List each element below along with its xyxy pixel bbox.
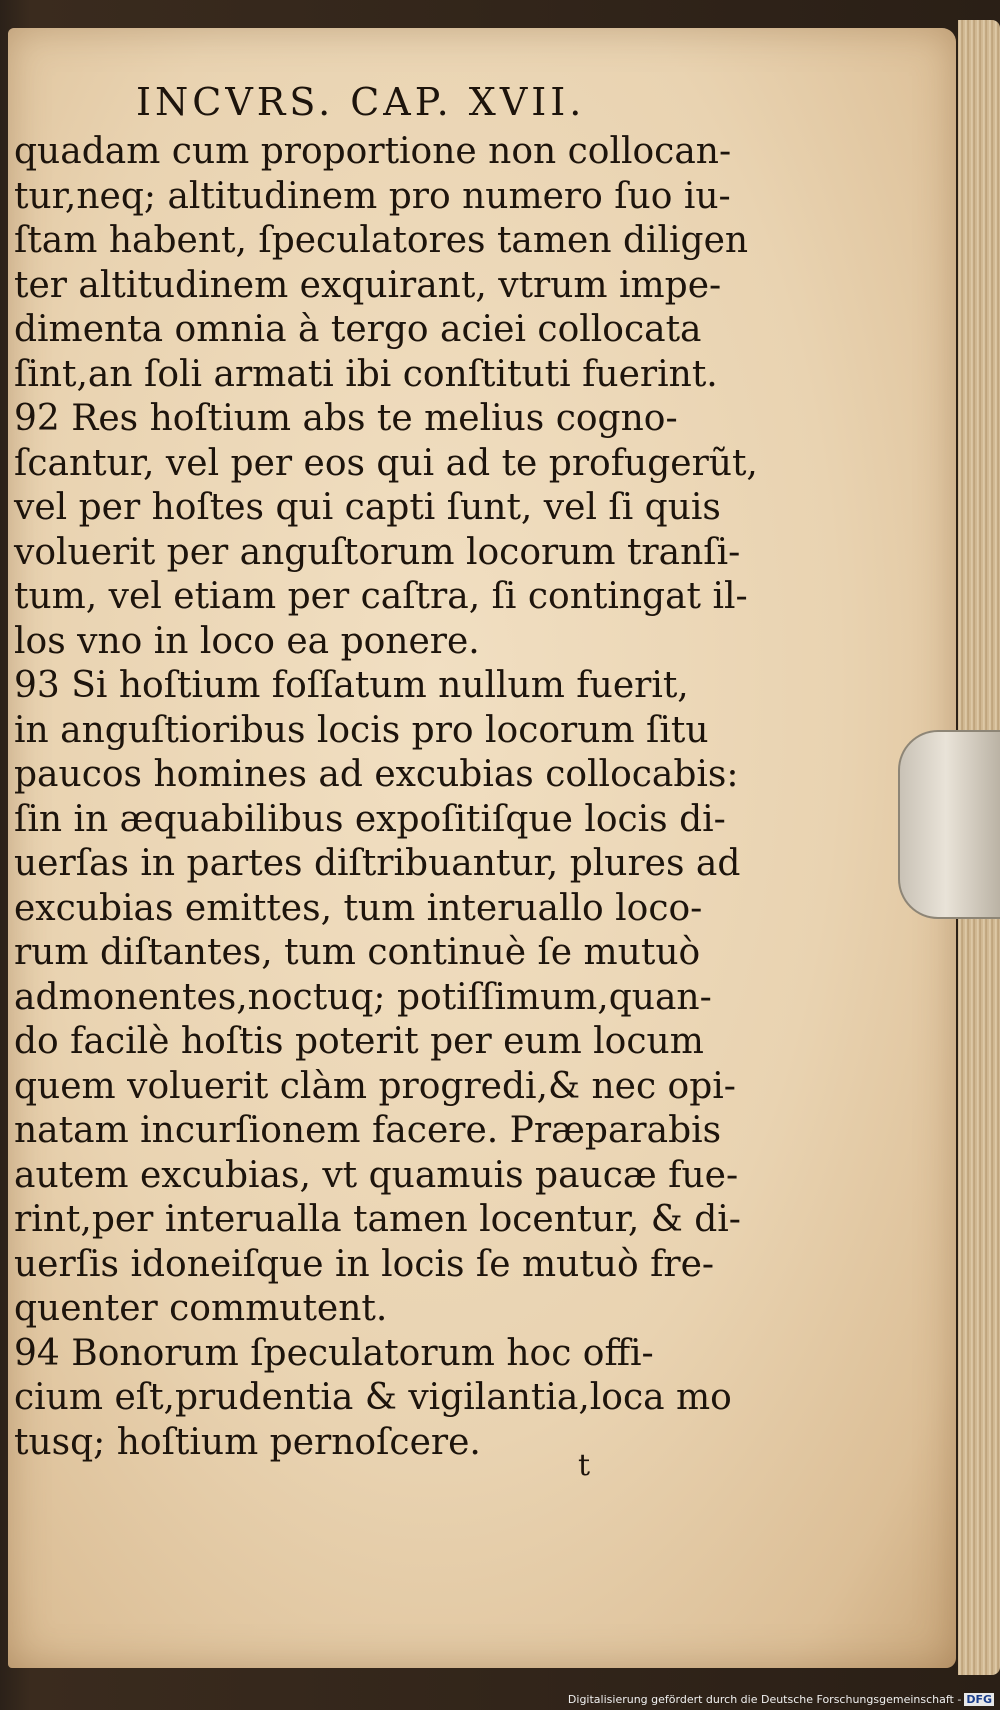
text-line: ter altitudinem exquirant, vtrum impe- — [14, 264, 722, 306]
text-line: quadam cum proportione non collocan- — [14, 131, 732, 172]
text-line: natam incurſionem facere. Præparabis — [14, 1110, 722, 1151]
text-line: tum, vel etiam per caſtra, ſi contingat il- — [14, 576, 748, 617]
dfg-logo: DFG — [966, 1693, 992, 1706]
text-line: quenter commutent. — [14, 1288, 388, 1329]
text-line: 94 Bonorum ſpeculatorum hoc offi- — [14, 1332, 654, 1374]
credit-text: Digitalisierung gefördert durch die Deutsche Forschungsgemeinschaft - — [567, 1693, 962, 1706]
text-line: quem voluerit clàm progredi,& nec opi- — [14, 1065, 736, 1107]
text-line: autem excubias, vt quamuis paucæ fue- — [14, 1154, 739, 1196]
digitization-credit — [568, 1693, 994, 1706]
text-line: voluerit per anguſtorum locorum tranſi- — [14, 531, 741, 573]
text-line: los vno in loco ea ponere. — [14, 620, 480, 662]
catchword: t — [578, 1448, 591, 1483]
text-line: rum diſtantes, tum continuè ſe mutuò — [14, 932, 701, 973]
book-clasp — [898, 730, 1000, 919]
text-line: in anguſtioribus locis pro locorum ſitu — [14, 709, 709, 751]
text-line: ſcantur, vel per eos qui ad te profugerũt, — [14, 442, 758, 484]
text-line: rint,per interualla tamen locentur, & di- — [14, 1199, 741, 1240]
text-line: cium eſt,prudentia & vigilantia,loca mo — [14, 1377, 732, 1418]
text-line: vel per hoſtes qui capti ſunt, vel ſi quis — [14, 487, 721, 528]
text-line: 92 Res hoſtium abs te melius cogno- — [14, 398, 678, 439]
text-line: excubias emittes, tum interuallo loco- — [14, 887, 703, 929]
text-line: ſin in æquabilibus expoſitiſque locis di- — [14, 798, 726, 840]
text-line: ſint,an ſoli armati ibi conſtituti fuerint. — [14, 353, 718, 395]
body-text — [14, 130, 758, 1465]
text-line: uerſis idoneiſque in locis ſe mutuò fre- — [14, 1243, 715, 1285]
text-line: 93 Si hoſtium foſſatum nullum fuerit, — [14, 665, 689, 706]
running-title: INCVRS. CAP. XVII. — [136, 80, 586, 124]
text-line: admonentes,noctuq; potiſſimum,quan- — [14, 976, 712, 1018]
text-line: paucos homines ad excubias collocabis: — [14, 754, 739, 795]
text-line: uerſas in partes diſtribuantur, plures ad — [14, 843, 741, 884]
text-line: do facilè hoſtis poterit per eum locum — [14, 1021, 704, 1062]
text-line: dimenta omnia à tergo aciei collocata — [14, 309, 702, 350]
text-line: tur,neq; altitudinem pro numero ſuo iu- — [14, 175, 731, 217]
text-line: tusq; hoſtium pernoſcere. — [14, 1421, 481, 1463]
text-line: ſtam habent, ſpeculatores tamen diligen — [14, 220, 749, 261]
